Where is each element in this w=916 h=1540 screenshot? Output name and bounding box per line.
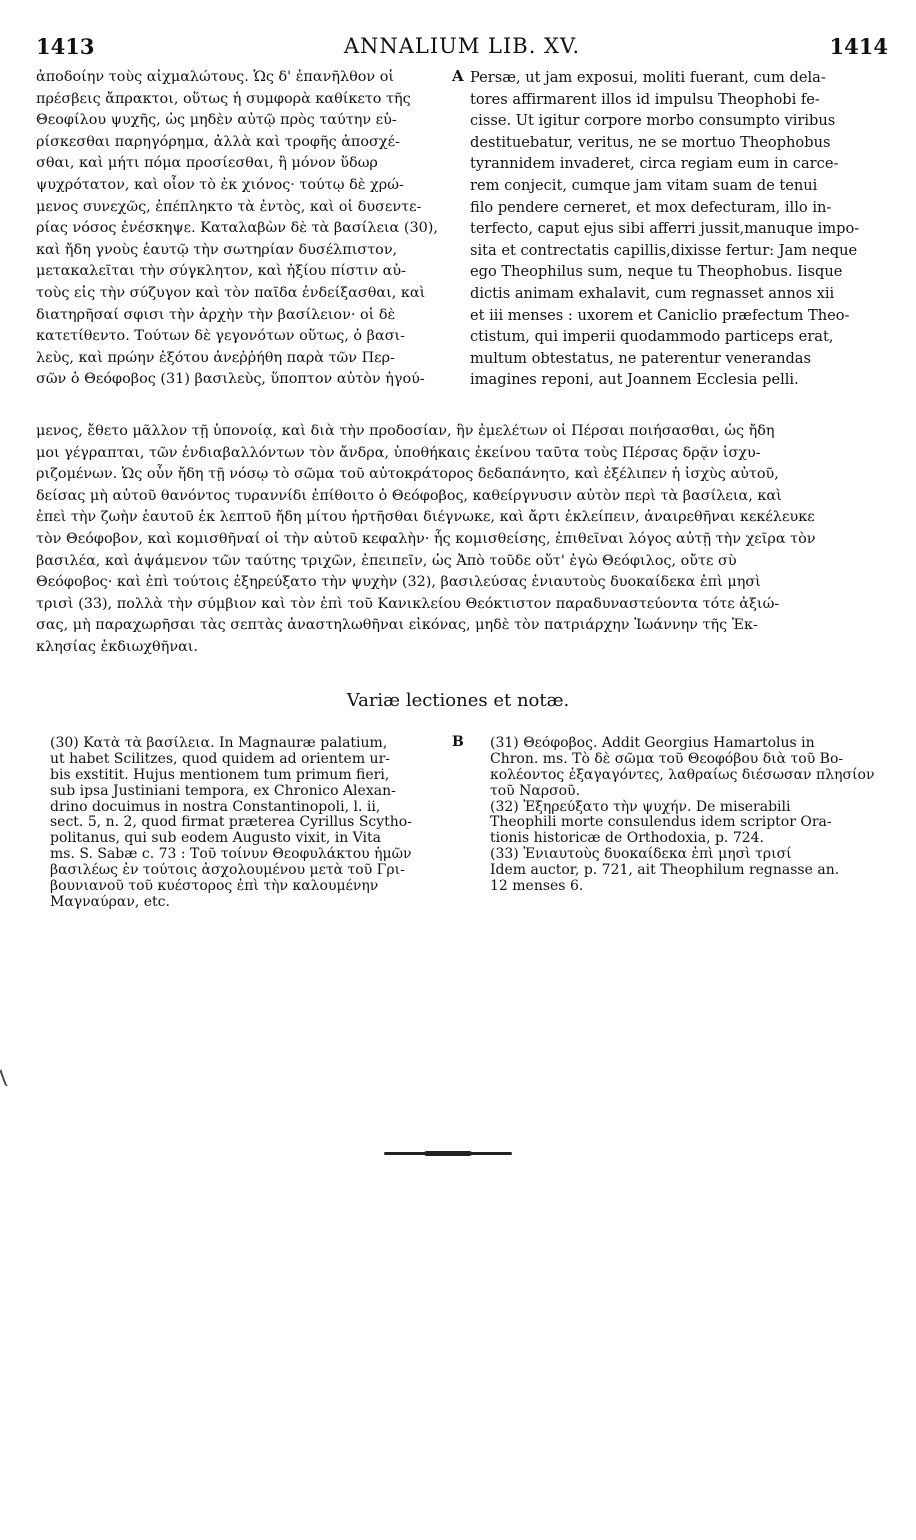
greek-text-line: Θεοφίλου ψυχῆς, ὡς μηδὲν αὐτῷ πρὸς ταύτην εὑ- xyxy=(36,112,397,129)
note-line: tionis historicæ de Orthodoxia, p. 724. xyxy=(490,830,764,847)
greek-text-continuation xyxy=(36,421,886,659)
notes-column-right xyxy=(490,736,882,895)
greek-text-line: λεὺς, καὶ πρώην ἐξότου ἀνεῤῥήθη παρὰ τῶν Περ- xyxy=(36,349,395,366)
page-number-left: 1413 xyxy=(36,34,95,59)
note-line: (33) Ἐνιαυτοὺς δυοκαίδεκα ἐπὶ μησὶ τρισί xyxy=(490,846,792,863)
latin-text-line: rem conjecit, cumque jam vitam suam de tenui xyxy=(470,176,818,194)
note-line: ms. S. Sabæ c. 73 : Τοῦ τοίνυν Θεοφυλάκτου ἡμῶν xyxy=(50,846,412,863)
greek-text-line: κλησίας ἐκδιωχθῆναι. xyxy=(36,638,199,655)
greek-text-line: ρίας νόσος ἐνέσκηψε. Καταλαβὼν δὲ τὰ βασίλεια (30), xyxy=(36,220,438,237)
greek-text-line: βασιλέα, καὶ ἁψάμενον τῶν ταύτης τριχῶν, ἐπειπεῖν, ὡς Ἀπὸ τοῦδε οὔτ' ἐγὼ Θεόφιλος, οὔτε σὺ xyxy=(36,552,737,569)
end-ornament-rule xyxy=(384,1152,512,1155)
note-line: 12 menses 6. xyxy=(490,878,584,895)
greek-text-line: σῶν ὁ Θεόφοβος (31) βασιλεὺς, ὕποπτον αὐτὸν ἡγού- xyxy=(36,371,425,388)
scan-artifact xyxy=(0,1067,13,1087)
note-line: Theophili morte consulendus idem scriptor Ora- xyxy=(490,814,832,831)
latin-text-line: tores affirmarent illos id impulsu Theophobi fe- xyxy=(470,90,820,108)
greek-text-line: καὶ ἤδη γνοὺς ἑαυτῷ τὴν σωτηρίαν δυσέλπιστον, xyxy=(36,241,398,258)
note-line: ut habet Scilitzes, quod quidem ad orientem ur- xyxy=(50,750,390,767)
latin-text-line: tyrannidem invaderet, circa regiam eum in carce- xyxy=(470,155,839,173)
column-marker-b: B xyxy=(452,734,464,750)
greek-text-line: μοι γέγραπται, τῶν ἐνδιαβαλλόντων τὸν ἄνδρα, ὑποθήκαις ἐκείνου ταῦτα τοὺς Πέρσας δρᾷν ἰσχυ- xyxy=(36,444,761,461)
note-line: sub ipsa Justiniani tempora, ex Chronico Alexan- xyxy=(50,782,396,799)
note-line: sect. 5, n. 2, quod firmat præterea Cyrillus Scytho- xyxy=(50,814,412,831)
greek-text-line: ἀποδοίην τοὺς αἰχμαλώτους. Ὡς δ' ἐπανῆλθον οἱ xyxy=(36,69,395,85)
greek-text-line: σας, μὴ παραχωρῆσαι τὰς σεπτὰς ἀναστηλωθῆναι εἰκόνας, μηδὲ τὸν πατριάρχην Ἰωάννην τῆς Ἐκ- xyxy=(36,617,758,634)
greek-text-line: κατετίθεντο. Τούτων δὲ γεγονότων οὕτως, ὁ βασι- xyxy=(36,328,406,345)
latin-text-line: sita et contrectatis capillis,dixisse fertur: Jam neque xyxy=(470,241,858,259)
note-line: (32) Ἐξηρεύξατο τὴν ψυχήν. De miserabili xyxy=(490,798,791,815)
notes-heading: Variæ lectiones et notæ. xyxy=(346,690,570,711)
greek-text-line: διατηρῆσαί σφισι τὴν ἀρχὴν τὴν βασίλειον· οἱ δὲ xyxy=(36,306,396,323)
greek-text-line: πρέσβεις ἄπρακτοι, οὕτως ἡ συμφορὰ καθίκετο τῆς xyxy=(36,90,411,107)
note-line: βουνιανοῦ τοῦ κυέστορος ἐπὶ τὴν καλουμένην xyxy=(50,878,379,895)
greek-text-column xyxy=(36,67,450,391)
note-line: drino docuimus in nostra Constantinopoli, l. ii, xyxy=(50,798,381,815)
latin-text-line: ego Theophilus sum, neque tu Theophobus. Iisque xyxy=(470,263,843,281)
latin-text-line: cisse. Ut igitur corpore morbo consumpto viribus xyxy=(470,112,836,130)
note-line: τοῦ Ναρσοῦ. xyxy=(490,782,581,799)
greek-text-line: μενος συνεχῶς, ἐπέπληκτο τὰ ἐντὸς, καὶ οἱ δυσεντε- xyxy=(36,198,422,215)
greek-text-line: μετακαλεῖται τὴν σύγκλητον, καὶ ἠξίου πίστιν αὐ- xyxy=(36,263,406,280)
latin-text-line: multum obtestatus, ne paterentur venerandas xyxy=(470,349,811,367)
latin-text-line: imagines reponi, aut Joannem Ecclesia pelli. xyxy=(470,371,799,389)
greek-text-line: ψυχρότατον, καὶ οἷον τὸ ἐκ χιόνος· τούτῳ δὲ χρώ- xyxy=(36,176,404,193)
note-line: politanus, qui sub eodem Augusto vixit, in Vita xyxy=(50,830,381,847)
page-number-right: 1414 xyxy=(829,34,888,59)
latin-text-line: terfecto, caput ejus sibi afferri jussit,manuque impo- xyxy=(470,220,860,238)
greek-text-line: δείσας μὴ αὐτοῦ θανόντος τυραννίδι ἐπίθοιτο ὁ Θεόφοβος, καθείργνυσιν αὐτὸν περὶ τὰ βασίλεια, καὶ xyxy=(36,487,782,504)
note-line: (30) Κατὰ τὰ βασίλεια. In Magnauræ palatium, xyxy=(50,736,388,751)
greek-text-line: ρίσκεσθαι παρηγόρημα, ἀλλὰ καὶ τροφῆς ἀποσχέ- xyxy=(36,133,400,150)
latin-text-line: et iii menses : uxorem et Caniclio præfectum Theo- xyxy=(470,306,850,324)
latin-text-column xyxy=(470,67,886,391)
latin-text-line: filo pendere cerneret, et mox defecturam, illo in- xyxy=(470,198,832,216)
greek-text-line: ἐπεὶ τὴν ζωὴν ἑαυτοῦ ἐκ λεπτοῦ ἤδη μίτου ἠρτῆσθαι διέγνωκε, καὶ ἄρτι ἐκλείπειν, ἀναιρεθῆναι κεκέλευκε xyxy=(36,509,815,526)
note-line: (31) Θεόφοβος. Addit Georgius Hamartolus in xyxy=(490,736,815,751)
page-header xyxy=(36,34,888,60)
greek-text-line: μενος, ἔθετο μᾶλλον τῇ ὑπονοίᾳ, καὶ διὰ τὴν προδοσίαν, ἣν ἐμελέτων οἱ Πέρσαι ποιήσασθαι, ὡς ἤδη xyxy=(36,423,775,439)
note-line: Chron. ms. Τὸ δὲ σῶμα τοῦ Θεοφόβου διὰ τοῦ Βο- xyxy=(490,750,844,767)
note-line: κολέοντος ἐξαγαγόντες, λαθραίως διέσωσαν πλησίον xyxy=(490,766,875,783)
greek-text-line: τρισὶ (33), πολλὰ τὴν σύμβιον καὶ τὸν ἐπὶ τοῦ Κανικλείου Θεόκτιστον παραδυναστεύοντα τότε ἀξιώ- xyxy=(36,595,780,612)
latin-text-line: dictis animam exhalavit, cum regnasset annos xii xyxy=(470,284,835,302)
greek-text-line: Θεόφοβος· καὶ ἐπὶ τούτοις ἐξηρεύξατο τὴν ψυχὴν (32), βασιλεύσας ἐνιαυτοὺς δυοκαίδεκα ἐπὶ μησὶ xyxy=(36,574,761,591)
latin-text-line: Persæ, ut jam exposui, moliti fuerant, cum dela- xyxy=(470,69,826,86)
note-line: Idem auctor, p. 721, ait Theophilum regnasse an. xyxy=(490,862,840,879)
greek-text-line: ριζομένων. Ὡς οὖν ἤδη τῇ νόσῳ τὸ σῶμα τοῦ αὐτοκράτορος δεδαπάνητο, καὶ ἐξέλιπεν ἡ ἰσχὺς αὐτοῦ, xyxy=(36,466,779,483)
greek-text-line: σθαι, καὶ μήτι πόμα προσίεσθαι, ἢ μόνον ὕδωρ xyxy=(36,155,378,172)
greek-text-line: τὸν Θεόφοβον, καὶ κομισθῆναί οἱ τὴν αὐτοῦ κεφαλὴν· ἧς κομισθείσης, ἐπιθεῖναι λόγος αὐτῇ τὴν χεῖρα τὸν xyxy=(36,530,816,547)
note-line: bis exstitit. Hujus mentionem tum primum fieri, xyxy=(50,766,390,783)
latin-text-line: destituebatur, veritus, ne se mortuo Theophobus xyxy=(470,133,831,151)
notes-column-left xyxy=(50,736,448,911)
note-line: Μαγναύραν, etc. xyxy=(50,893,170,910)
column-marker-a: A xyxy=(452,67,464,85)
running-title: ANNALIUM LIB. XV. xyxy=(343,34,581,58)
note-line: βασιλέως ἐν τούτοις ἀσχολουμένου μετὰ τοῦ Γρι- xyxy=(50,862,405,879)
greek-text-line: τοὺς εἰς τὴν σύζυγον καὶ τὸν παῖδα ἐνδείξασθαι, καὶ xyxy=(36,284,426,301)
latin-text-line: ctistum, qui imperii quodammodo particeps erat, xyxy=(470,328,834,346)
